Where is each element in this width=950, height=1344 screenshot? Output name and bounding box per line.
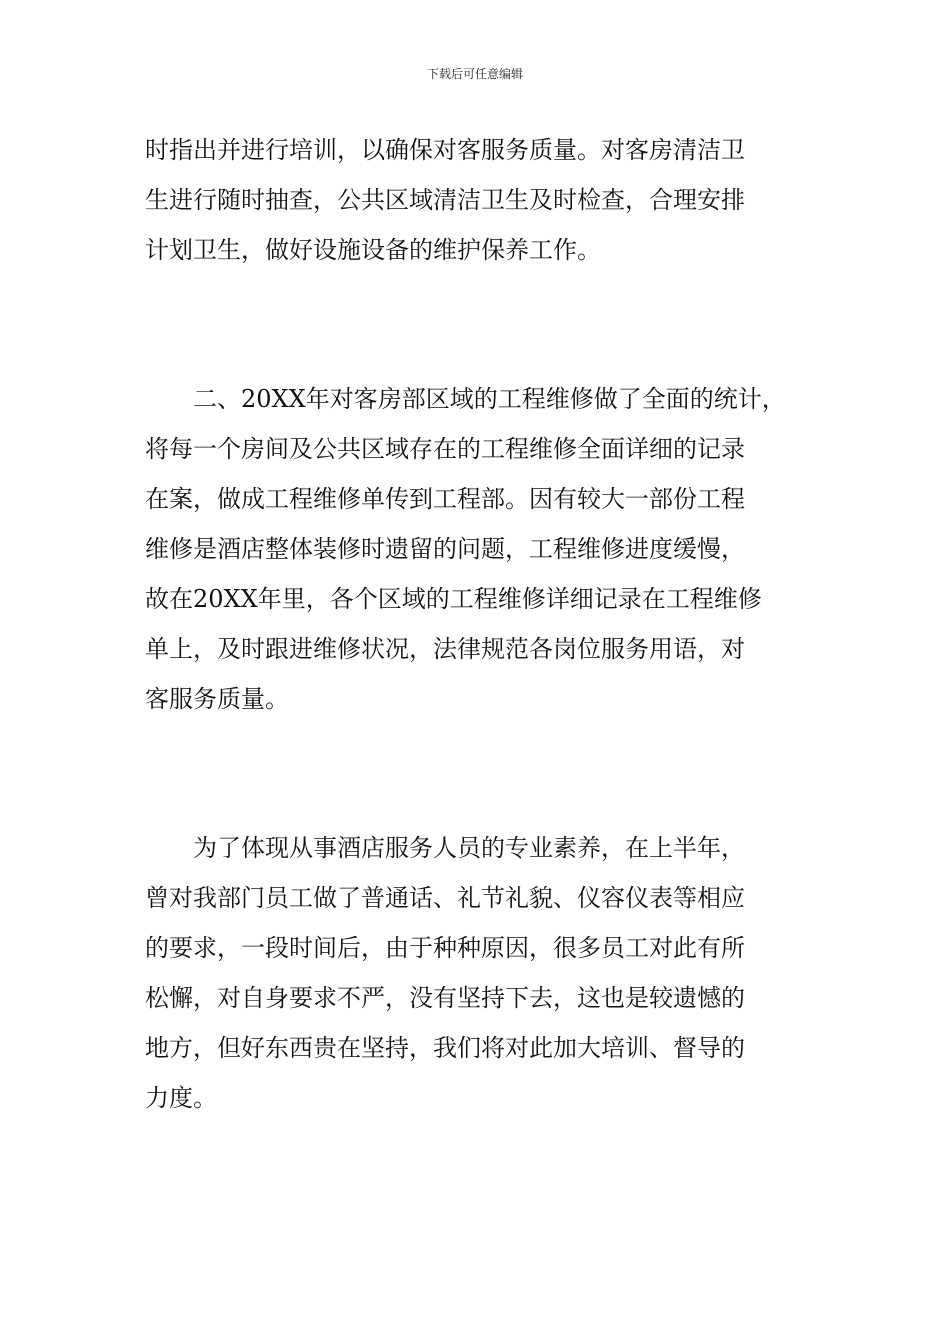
paragraph-3-line-6: 力度。 <box>145 1084 217 1112</box>
paragraph-2-line-2: 将每一个房间及公共区域存在的工程维修全面详细的记录 <box>145 435 745 463</box>
paragraph-1-line-1: 时指出并进行培训，以确保对客服务质量。对客房清洁卫 <box>145 136 745 164</box>
paragraph-2-line-3: 在案，做成工程维修单传到工程部。因有较大一部份工程 <box>145 485 745 513</box>
paragraph-1-line-3: 计划卫生，做好设施设备的维护保养工作。 <box>145 236 601 264</box>
paragraph-3-line-1: 为了体现从事酒店服务人员的专业素养，在上半年， <box>193 834 745 862</box>
paragraph-3-line-5: 地方，但好东西贵在坚持，我们将对此加大培训、督导的 <box>145 1034 745 1062</box>
paragraph-2-line-1: 二、20XX年对客房部区域的工程维修做了全面的统计， <box>193 385 786 413</box>
paragraph-1-line-2: 生进行随时抽查，公共区域清洁卫生及时检查，合理安排 <box>145 186 745 214</box>
paragraph-3-line-3: 的要求，一段时间后，由于种种原因，很多员工对此有所 <box>145 934 745 962</box>
paragraph-2-line-5: 故在20XX年里，各个区域的工程维修详细记录在工程维修 <box>145 585 762 613</box>
paragraph-3-line-4: 松懈，对自身要求不严，没有坚持下去，这也是较遗憾的 <box>145 984 745 1012</box>
paragraph-3-line-2: 曾对我部门员工做了普通话、礼节礼貌、仪容仪表等相应 <box>145 884 745 912</box>
paragraph-2-line-4: 维修是酒店整体装修时遗留的问题，工程维修进度缓慢， <box>145 535 745 563</box>
paragraph-2-line-7: 客服务质量。 <box>145 685 289 713</box>
paragraph-2-line-6: 单上，及时跟进维修状况，法律规范各岗位服务用语，对 <box>145 635 745 663</box>
page-header: 下载后可任意编辑 <box>426 67 523 81</box>
